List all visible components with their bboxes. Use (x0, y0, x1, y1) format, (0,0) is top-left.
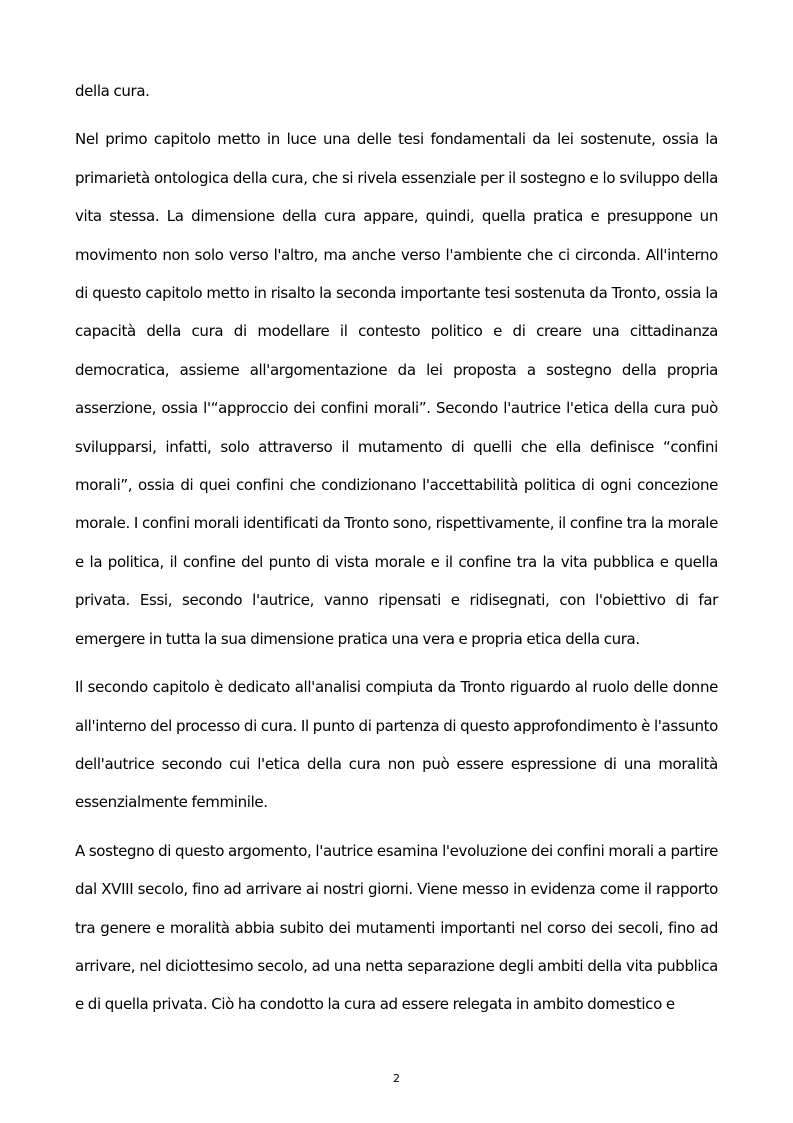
paragraph-3: A sostegno di questo argomento, l'autrice esamina l'evoluzione dei confini morali a partire dal XVIII secolo, fino ad arrivare ai nostri giorni. Viene messo in evidenza come il rapporto tra genere e moralità abbia subito dei mutamenti importanti nel corso dei secoli, fino ad arrivare, nel diciottesimo secolo, ad una netta separazione degli ambiti della vita pubblica e di quella privata. Ciò ha condotto la cura ad essere relegata in ambito domestico e (75, 841, 718, 1014)
paragraph-1: Nel primo capitolo metto in luce una delle tesi fondamentali da lei sostenute, ossia la primarietà ontologica della cura, che si rivela essenziale per il sostegno e lo sviluppo della vita stessa. La dimensione della cura appare, quindi, quella pratica e presuppone un movimento non solo verso l'altro, ma anche verso l'ambiente che ci circonda. All'interno di questo capitolo metto in risalto la seconda importante tesi sostenuta da Tronto, ossia la capacità della cura di modellare il contesto politico e di creare una cittadinanza democratica, assieme all'argomentazione da lei proposta a sostegno della propria asserzione, ossia l'“approccio dei confini morali”. Secondo l'autrice l'etica della cura può svilupparsi, infatti, solo attraverso il mutamento di quelli che ella definisce “confini morali”, ossia di quei confini che condizionano l'accettabilità politica di ogni concezione morale. I confini morali identificati da Tronto sono, rispettivamente, il confine tra la morale e la politica, il confine del punto di vista morale e il confine tra la vita pubblica e quella privata. Essi, secondo l'autrice, vanno ripensati e ridisegnati, con l'obiettivo di far emergere in tutta la sua dimensione pratica una vera e propria etica della cura. (75, 130, 718, 648)
continuation-line: della cura. (75, 82, 150, 100)
page-body (75, 72, 718, 1024)
paragraph-2: Il secondo capitolo è dedicato all'analisi compiuta da Tronto riguardo al ruolo delle donne all'interno del processo di cura. Il punto di partenza di questo approfondimento è l'assunto dell'autrice secondo cui l'etica della cura non può essere espressione di una moralità essenzialmente femminile. (75, 678, 718, 812)
page-number: 2 (393, 1072, 400, 1085)
